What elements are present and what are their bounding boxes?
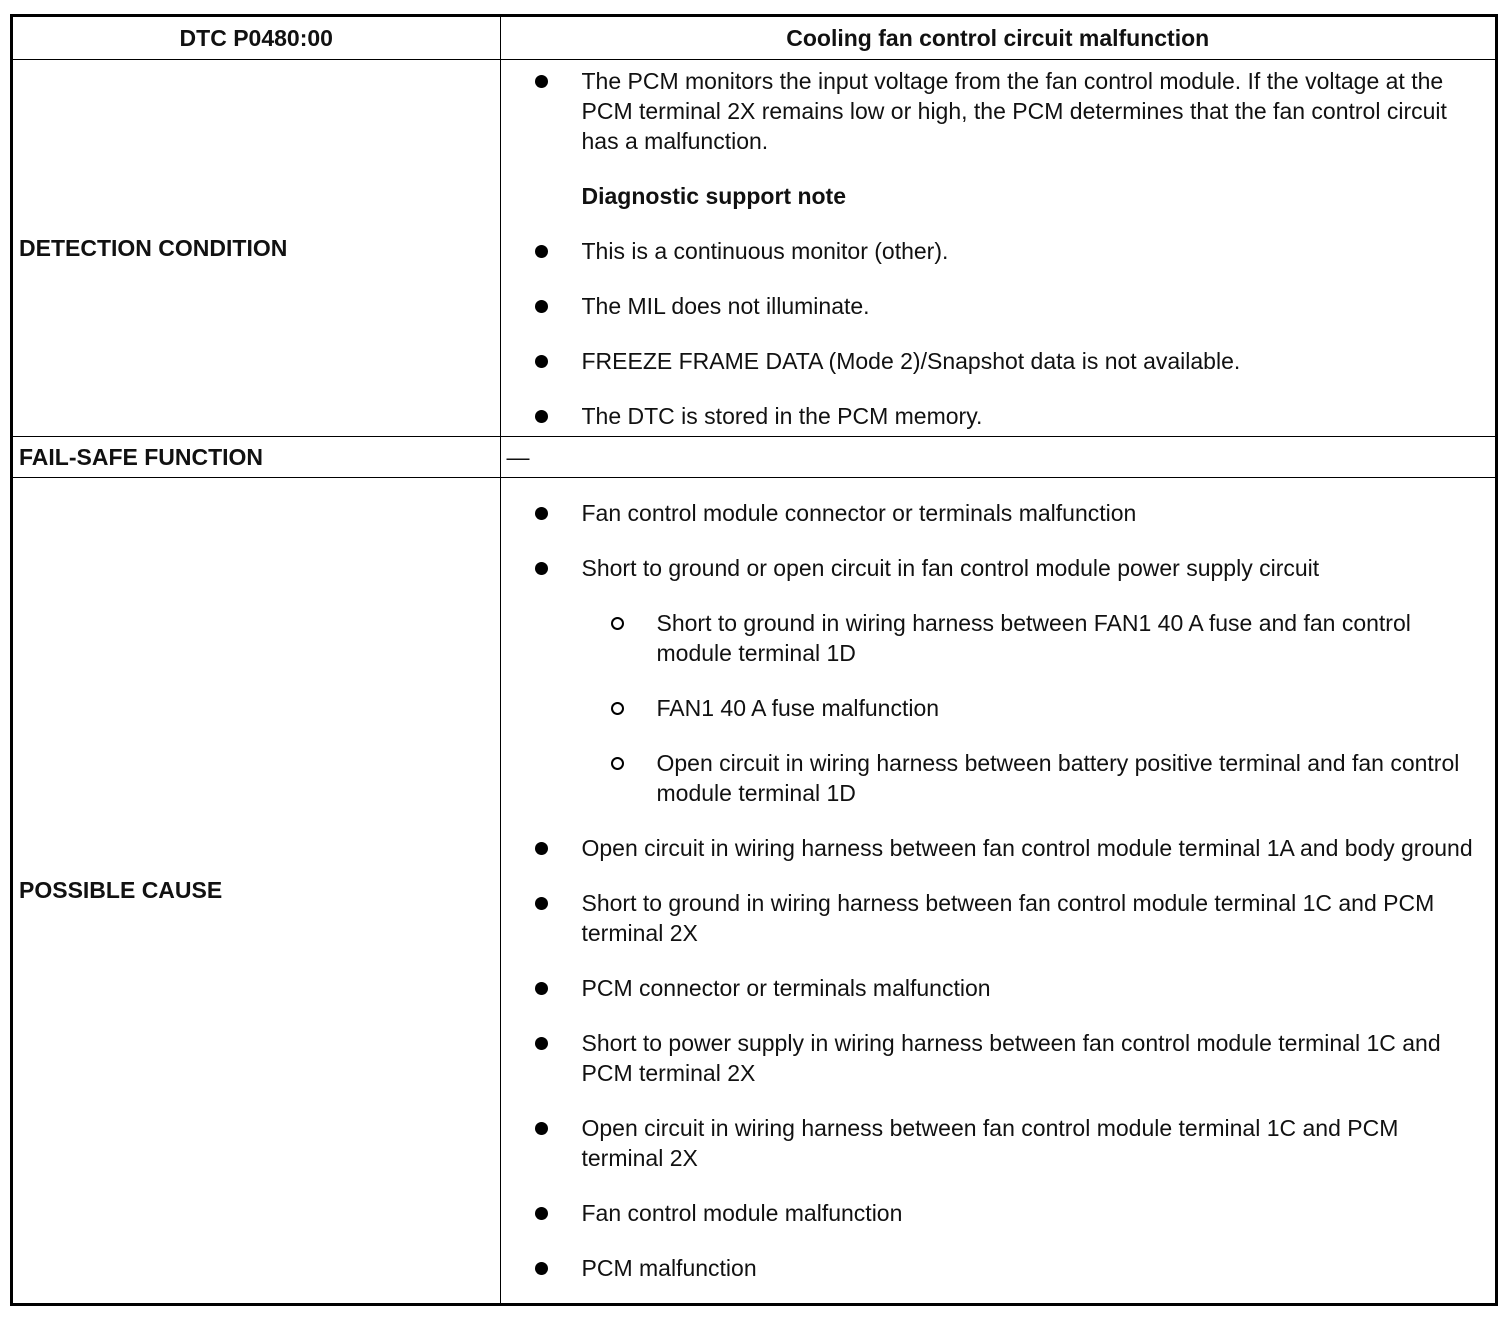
detection-content — [500, 60, 1495, 437]
bullet-icon — [535, 1262, 548, 1275]
dtc-code-header: DTC P0480:00 — [13, 17, 500, 60]
cause-list-continued — [535, 833, 1476, 1283]
list-item — [535, 833, 1476, 863]
hollow-bullet-icon — [611, 702, 624, 715]
list-item — [535, 888, 1476, 948]
hollow-bullet-icon — [611, 757, 624, 770]
list-item — [535, 973, 1476, 1003]
bullet-icon — [535, 897, 548, 910]
cause-item-text: Short to ground in wiring harness between fan control module terminal 1C and PCM terminal 2X — [581, 890, 1435, 946]
cause-content — [500, 478, 1495, 1304]
hollow-bullet-icon — [611, 617, 624, 630]
dtc-title-header: Cooling fan control circuit malfunction — [500, 17, 1495, 60]
sub-list-item — [535, 748, 1476, 808]
failsafe-value: — — [500, 437, 1495, 478]
failsafe-label: FAIL-SAFE FUNCTION — [13, 437, 500, 478]
sub-list-item — [535, 693, 1476, 723]
list-item — [535, 553, 1476, 583]
sub-item-text: FAN1 40 A fuse malfunction — [656, 695, 940, 721]
failsafe-row — [13, 437, 1495, 478]
list-item — [535, 346, 1476, 376]
cause-item-text: Open circuit in wiring harness between fan control module terminal 1C and PCM terminal 2X — [581, 1115, 1399, 1171]
cause-item-text: Fan control module malfunction — [581, 1200, 903, 1226]
dtc-table — [13, 17, 1495, 1303]
cause-item-text: Short to power supply in wiring harness between fan control module terminal 1C and PCM terminal 2X — [581, 1030, 1441, 1086]
list-item — [535, 1028, 1476, 1088]
list-item — [535, 291, 1476, 321]
bullet-icon — [535, 410, 548, 423]
list-item — [535, 498, 1476, 528]
cause-item-text: Fan control module connector or terminals malfunction — [581, 500, 1137, 526]
diagnostic-note-list — [535, 236, 1476, 431]
note-item-text: The DTC is stored in the PCM memory. — [581, 402, 983, 429]
bullet-icon — [535, 1037, 548, 1050]
note-item-text: FREEZE FRAME DATA (Mode 2)/Snapshot data is not available. — [581, 347, 1241, 374]
detection-item-text: The PCM monitors the input voltage from the fan control module. If the voltage at the PCM terminal 2X remains low or high, the PCM determines that the fan control circuit has a malfunction. — [581, 67, 1447, 154]
bullet-icon — [535, 1122, 548, 1135]
detection-label: DETECTION CONDITION — [13, 60, 500, 437]
note-item-text: This is a continuous monitor (other). — [581, 237, 949, 264]
list-item — [535, 1253, 1476, 1283]
bullet-icon — [535, 507, 548, 520]
cause-item-text: PCM connector or terminals malfunction — [581, 975, 991, 1001]
cause-label: POSSIBLE CAUSE — [13, 478, 500, 1304]
list-item — [535, 236, 1476, 266]
bullet-icon — [535, 75, 548, 88]
detection-row — [13, 60, 1495, 437]
bullet-icon — [535, 355, 548, 368]
cause-item-text: Short to ground or open circuit in fan control module power supply circuit — [581, 555, 1320, 581]
sub-item-text: Open circuit in wiring harness between battery positive terminal and fan control module terminal 1D — [656, 750, 1460, 806]
header-row — [13, 17, 1495, 60]
dtc-sheet — [10, 14, 1498, 1306]
bullet-icon — [535, 982, 548, 995]
cause-sub-list — [535, 608, 1476, 808]
cause-item-text: PCM malfunction — [581, 1255, 757, 1281]
cause-item-text: Open circuit in wiring harness between fan control module terminal 1A and body ground — [581, 835, 1473, 861]
list-item — [535, 401, 1476, 431]
list-item — [535, 1198, 1476, 1228]
sub-item-text: Short to ground in wiring harness between FAN1 40 A fuse and fan control module terminal 1D — [656, 610, 1411, 666]
cause-list — [535, 498, 1476, 583]
list-item — [535, 66, 1476, 156]
bullet-icon — [535, 300, 548, 313]
cause-row — [13, 478, 1495, 1304]
detection-list — [535, 66, 1476, 156]
bullet-icon — [535, 245, 548, 258]
bullet-icon — [535, 842, 548, 855]
bullet-icon — [535, 1207, 548, 1220]
bullet-icon — [535, 562, 548, 575]
diagnostic-note-heading: Diagnostic support note — [581, 182, 846, 209]
note-item-text: The MIL does not illuminate. — [581, 292, 870, 319]
sub-list-item — [535, 608, 1476, 668]
list-item — [535, 1113, 1476, 1173]
